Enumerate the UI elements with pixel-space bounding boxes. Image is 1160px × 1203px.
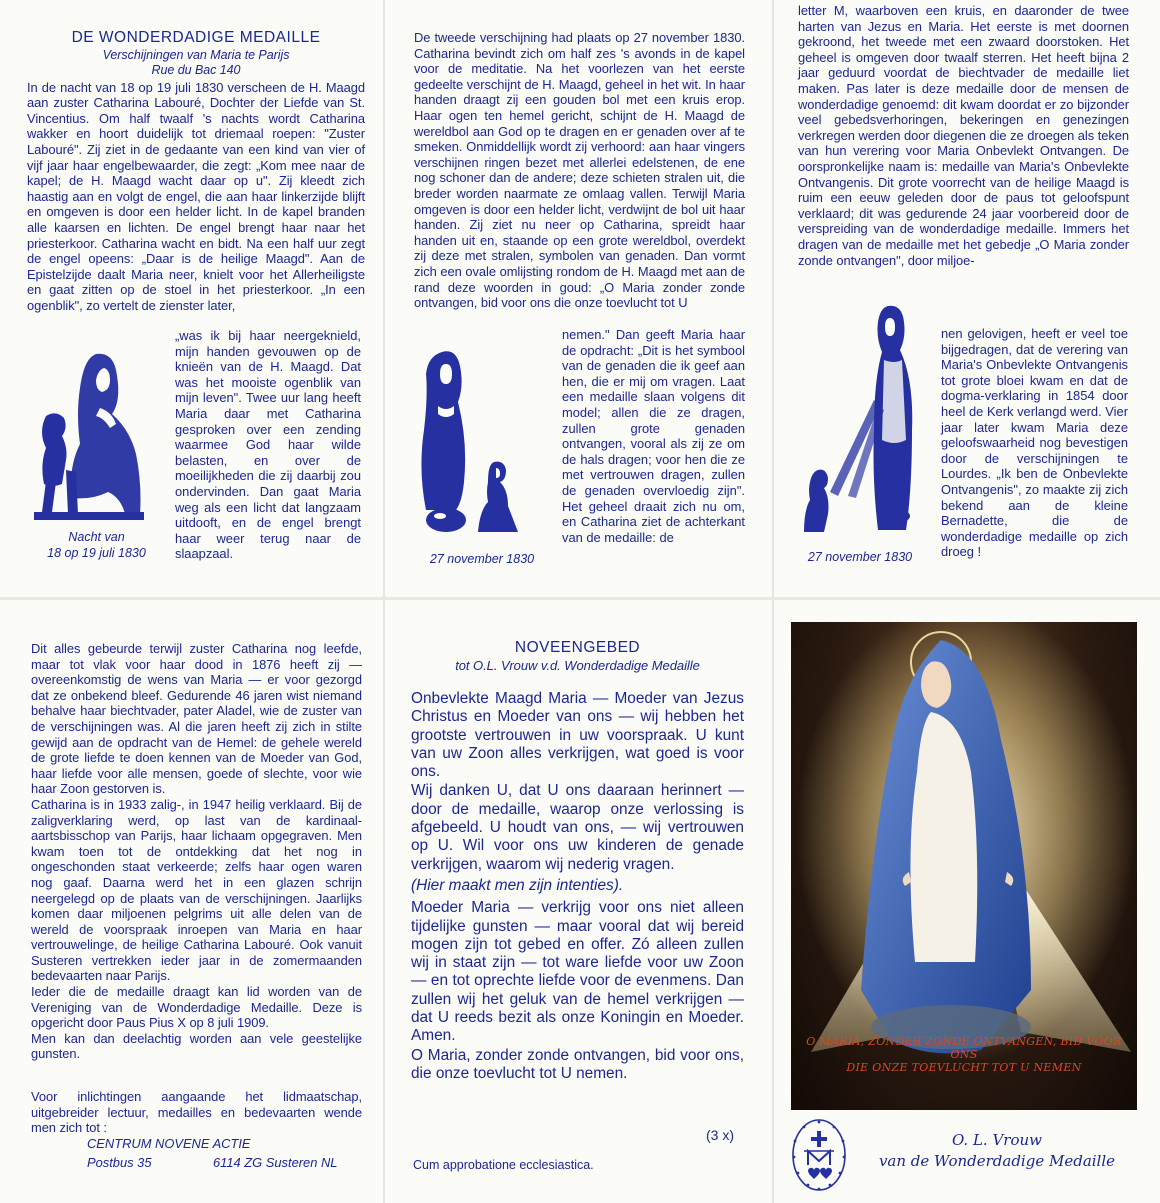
prayer-title: NOVEENGEBED: [514, 639, 641, 656]
panel-3-side-text: nen gelovigen, heeft er veel toe bijgedragen, dat de verering van Maria's Onbevlekte Ontvangenis tot grote bloei kwam en dat de dogma-verklaring in 1854 door heel de Kerk verlangd werd. Vier jaar later kwam Maria deze geloofswaarheid nog bevestigen door de verschijningen te Lourdes. „Ik ben de Onbevlekte Ontvangenis", zo maakte zij zich bekend aan de kleine Bernadette, die de wonderdadige medaille op zich droeg !: [941, 326, 1128, 560]
panel-1-side-text: „was ik bij haar neergeknield, mijn handen gevouwen op de knieën van de H. Maagd. Dat was het mooiste ogenblik van mijn leven". Twee uur lang heeft Maria daar met Catharina gesproken over een zending waarmee God haar wilde belasten, en over de moeilijkheden die zij daarbij zou ondervinden. Dan gaat Maria weg als een licht dat langzaam uitdooft, en de engel brengt haar weer terug naar de slaapzaal.: [175, 328, 361, 562]
signature-title: [862, 1130, 1132, 1172]
postal-address: 6114 ZG Susteren NL: [213, 1155, 338, 1170]
paragraph: Moeder Maria — verkrijg voor ons niet alleen tijdelijke gunsten — maar vooral dat wij bereid mogen zijn tot gebed en offer. Zó alleen zullen wij in staat zijn — tot ware liefde voor uw Zoon — en tot oprechte liefde voor de evenmens. Dan zullen wij het geluk van de hemel verkrijgen — dat U reeds bezit als onze Koningin en Moeder. Amen.: [411, 899, 744, 1045]
subtitle: Verschijningen van Maria te Parijs: [102, 47, 290, 62]
image-caption: [29, 530, 164, 561]
image-caption: 27 november 1830: [807, 550, 913, 564]
paragraph: Dit alles gebeurde terwijl zuster Catharina nog leefde, maar tot vlak voor haar dood in 1876 heeft zij — overeenkomstig de wens van Maria — er voor gezorgd dat ze onbekend bleef. Gedurende 46 jaren wist niemand behalve haar biechtvader, pater Aladel, wie de zuster van de verschijningen was. Al die jaren heeft zij zich in stilte gewijd aan de opdracht van de Hemel: de gehele wereld de grote liefde te doen kennen van de Moeder van God, haar liefde voor alle mensen, goede of slechte, voor wie haar Zoon gestorven is.: [31, 641, 362, 797]
contact-intro: Voor inlichtingen aangaande het lidmaatschap, uitgebreider lectuur, medailles en bedevaarten wende men zich tot :: [31, 1089, 362, 1136]
organisation-name: CENTRUM NOVENE ACTIE: [87, 1136, 251, 1151]
picture-caption: [791, 1035, 1137, 1074]
intentions-note: (Hier maakt men zijn intenties).: [411, 876, 624, 894]
miraculous-medal-icon: [790, 1117, 848, 1193]
paragraph: Wij danken U, dat U ons daaraan herinnert — door de medaille, waarop onze verlossing is afgebeeld. U houdt van ons, — wij vertrouwen op U. Wil voor ons uw kinderen de genade verkrijgen, waarom wij nederig vragen.: [411, 782, 744, 873]
caption-line: DIE ONZE TOEVLUCHT TOT U NEMEN: [846, 1061, 1082, 1074]
paragraph: Onbevlekte Maagd Maria — Moeder van Jezus Christus en Moeder van ons — wij hebben het grootste vertrouwen in uw voorspraak. U kunt van uw Zoon alles verkrijgen, wat goed is voor ons.: [411, 690, 744, 781]
paragraph: Men kan dan deelachtig worden aan vele geestelijke gunsten.: [31, 1030, 362, 1062]
panel-3-text: letter M, waarboven een kruis, en daaronder de twee harten van Jezus en Maria. Het eerste is met doornen gekroond, het tweede met een zwaard doorstoken. Het geheel is omgeven door twaalf sterren. Het heeft bijna 2 jaar geduurd voordat de biechtvader de medaille liet maken. Pas later is deze medaille door de mensen de wonderdadige genoemd: dit kwam doordat er zo bijzonder veel gebedsverhoringen, bekeringen en genezingen verkregen werden door diegenen die ze droegen als teken van hun verering voor Maria Onbevlekt Ontvangen. De oorspronkelijke naam is: medaille van Maria's Onbevlekte Ontvangenis. Dit grote voorrecht van de heilige Maagd is ruim een eeuw geleden door de paus tot geloofspunt verklaard; dit was gedurende 24 jaar voorbereid door de verspreiding van de wonderdadige medaille. Immers het dragen van de medaille met het gebedje „O Maria zonder zonde ontvangen", door miljoe-: [798, 3, 1129, 268]
fold-line: [0, 597, 1160, 600]
caption-line: Nacht van: [68, 530, 125, 544]
prayer-subtitle: tot O.L. Vrouw v.d. Wonderdadige Medaille: [455, 657, 700, 673]
signature-line: O. L. Vrouw: [952, 1131, 1042, 1149]
madonna-picture: [791, 622, 1137, 1110]
paragraph: Catharina is in 1933 zalig-, in 1947 heilig verklaard. Bij de zaligverklaring werd, op last van de kardinaal-aartsbisschop van Parijs, haar lichaam opgegraven. Men kwam toen tot de ontdekking dat het nog in ongeschonden staat verkeerde; zelfs haar ogen waren nog gaaf. Daarna werd het in een glazen schrijn neergelegd op de plaats van de verschijningen. Jaarlijks komen daar miljoenen pelgrims uit alle delen van de wereld de voorspraak inroepen van Maria en haar vertrouwelinge, de heilige Catharina Labouré. Ook vanuit Susteren vertrekken ieder jaar in de zomermaanden bedevaarten naar Parijs.: [31, 796, 362, 984]
paragraph: O Maria, zonder zonde ontvangen, bid voor ons, die onze toevlucht tot U nemen.: [411, 1046, 744, 1082]
prayer-text: [411, 690, 744, 1084]
fold-line: [772, 0, 774, 1203]
caption-line: O MARIA, ZONDER ZONDE ONTVANGEN, BID VOOR ONS: [806, 1035, 1122, 1061]
miraculous-medal-apparition-illustration: [800, 300, 940, 540]
panel-1-text: [27, 30, 365, 314]
postbus: Postbus 35: [87, 1155, 152, 1170]
paragraph: In de nacht van 18 op 19 juli 1830 verscheen de H. Maagd aan zuster Catharina Labouré, Dochter der Liefde van St. Vincentius. Om half twaalf 's nachts wordt Catharina wakker en hoort duidelijk tot driemaal roepen: "Zuster Labouré". Zij ziet in de gedaante van een kind van vier of vijf jaar haar engelbewaarder, die zegt: „Kom mee naar de kapel; de H. Maagd wacht daar op u". Zij kleedt zich haastig aan en volgt de engel, die aan haar linkerzijde blijft en omgeven is door een helder licht. In de kapel branden alle kaarsen en lichten. De engel brengt haar naar het priesterkoor. Catharina wacht en bidt. Na een half uur zegt de engel opeens: „Daar is de heilige Maagd". Aan de Epistelzijde daalt Maria neer, knielt voor het Allerheiligste en gaat zitten op de stoel in het priesterkoor. „In een ogenblik", zo vertelt de zienster later,: [27, 79, 365, 313]
panel-2-text: De tweede verschijning had plaats op 27 november 1830. Catharina bevindt zich om half zes 's avonds in de kapel voor de meditatie. Na het voorlezen van het eerste gedeelte verschijnt de H. Maagd, geheel in het wit. In haar handen draagt zij een gouden bol met een kruis erop. Haar ogen ten hemel gericht, schijnt de H. Maagd de wereldbol aan God op te dragen en er genaden over af te smeken. Onmiddellijk wordt zij verhoord: aan haar vingers verschijnen ringen bezet met allerlei edelstenen, de ene nog schoner dan de andere; deze schieten stralen uit, die breder worden naarmate ze omlaag vallen. Terwijl Maria omgeven is door een helder licht, verdwijnt de bol uit haar handen. Zij ziet nu neer op Catharina, spreidt haar handen uit en, staande op een grote wereldbol, overdekt zij deze met stralen, symbolen van genaden. Dan vormt zich een ovale omlijsting rondom de H. Maagd met aan de rand deze woorden in goud: „O Maria zonder zonde ontvangen, bid voor ons die onze toevlucht tot U: [414, 30, 745, 311]
approbation: Cum approbatione ecclesiastica.: [413, 1158, 594, 1172]
repeat-count: (3 x): [706, 1127, 734, 1143]
panel-2-side-text: nemen." Dan geeft Maria haar de opdracht: „Dit is het symbool van de genaden die ik geef aan hen, die er mij om vragen. Laat een medaille slaan volgens dit model; allen die ze dragen, zullen grote genaden ontvangen, vooral als zij ze om de hals dragen; voor hen die ze met vertrouwen dragen, zullen de genaden overvloedig zijn". Het geheel draait zich nu om, en Catharina ziet de achterkant van de medaille: de: [562, 327, 745, 545]
fold-line: [383, 0, 385, 1203]
apparition-standing-illustration: [412, 348, 552, 538]
prayer-heading: [411, 640, 744, 673]
image-caption: 27 november 1830: [429, 552, 535, 566]
signature-line: van de Wonderdadige Medaille: [878, 1152, 1116, 1170]
page-title: DE WONDERDADIGE MEDAILLE: [71, 29, 321, 46]
panel-4-text: [31, 641, 362, 1136]
paragraph: Ieder die de medaille draagt kan lid worden van de Vereniging van de Wonderdadige Medaille. Deze is opgericht door Paus Pius X op 8 juli 1909.: [31, 984, 362, 1031]
subtitle-address: Rue du Bac 140: [151, 62, 241, 77]
caption-line: 18 op 19 juli 1830: [47, 545, 146, 560]
apparition-seated-illustration: [34, 346, 159, 524]
